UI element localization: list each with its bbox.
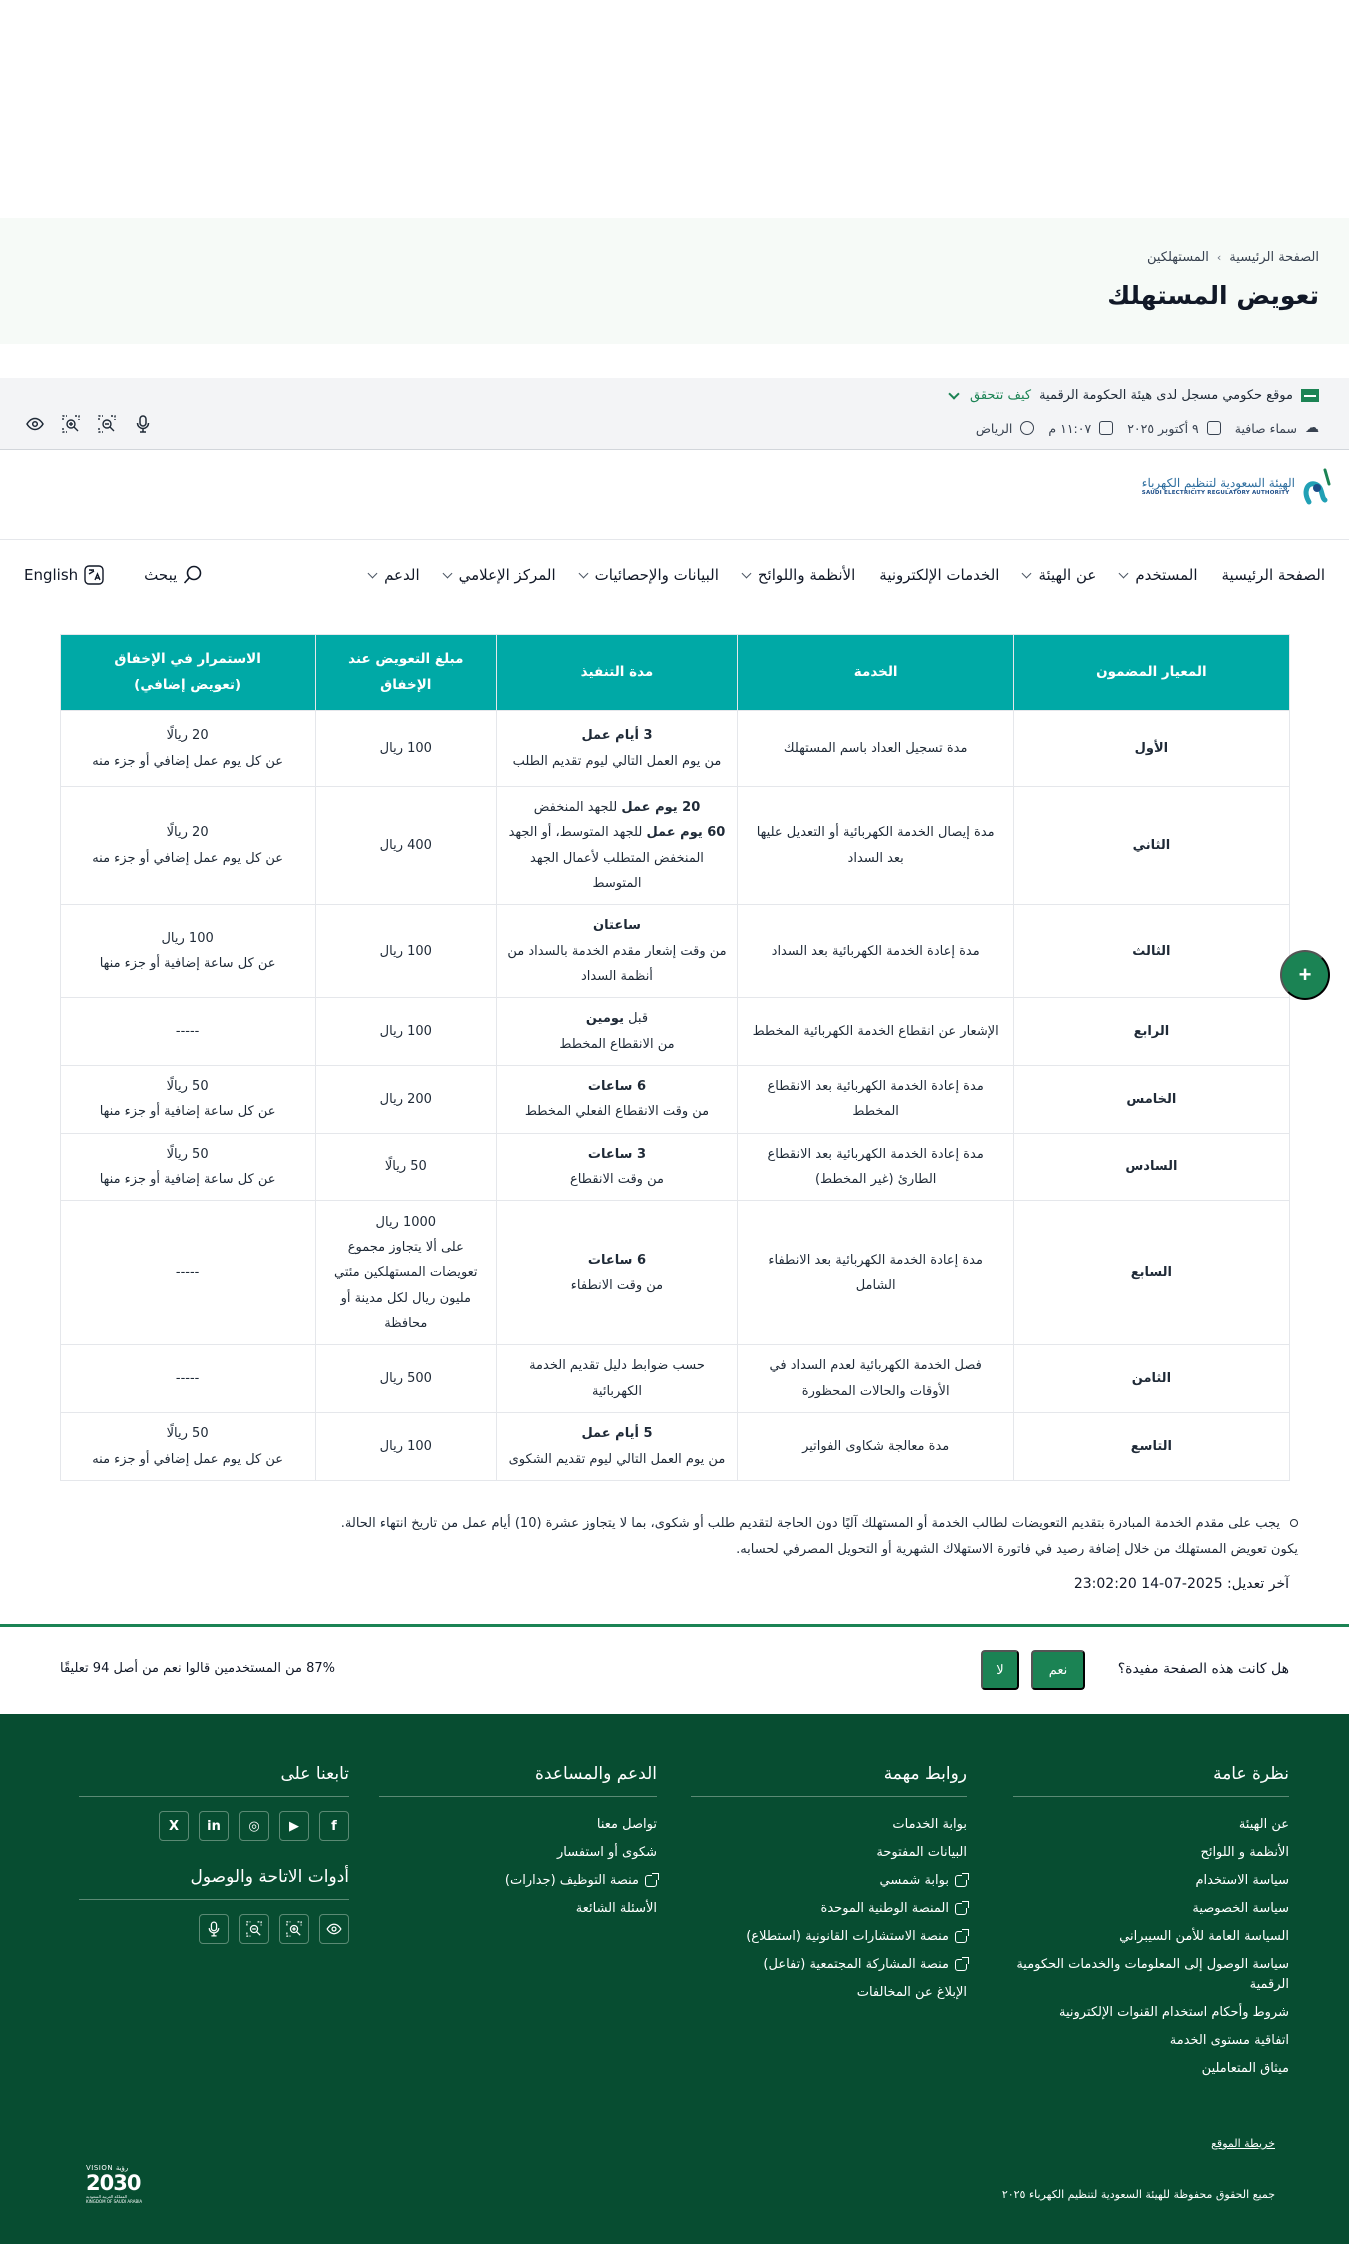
footer-link[interactable]: عن الهيئة <box>1238 1817 1289 1832</box>
cell-extra: 50 ريالًا عن كل ساعة إضافية أو جزء منها <box>60 1066 315 1134</box>
table-row <box>60 1133 1289 1201</box>
cell-extra: ----- <box>60 1201 315 1345</box>
compensation-table <box>60 634 1290 1481</box>
footer-accessibility-title: أدوات الاتاحة والوصول <box>79 1867 349 1900</box>
footer-link[interactable]: البيانات المفتوحة <box>876 1845 967 1860</box>
cell-criterion: الخامس <box>1014 1066 1289 1134</box>
search-icon <box>183 565 203 585</box>
cell-extra: 50 ريالًا عن كل يوم عمل إضافي أو جزء منه <box>60 1413 315 1481</box>
cell-extra: 20 ريالًا عن كل يوم عمل إضافي أو جزء منه <box>60 711 315 787</box>
sitemap-link[interactable]: خريطة الموقع <box>1211 2137 1275 2150</box>
footer-link[interactable]: سياسة الوصول إلى المعلومات والخدمات الحكومية الرقمية <box>1016 1957 1289 1992</box>
sera-logo[interactable] <box>1142 466 1335 506</box>
footer-support <box>379 1764 657 1923</box>
eye-icon[interactable] <box>26 415 44 433</box>
nav-item-home[interactable]: الصفحة الرئيسية <box>1221 566 1325 584</box>
cell-amount: 500 ريال <box>315 1345 496 1413</box>
cell-duration: 5 أيام عمل من يوم العمل التالي ليوم تقديم الشكوى <box>496 1413 737 1481</box>
zoom-in-icon[interactable] <box>279 1914 309 1944</box>
microphone-icon[interactable] <box>134 415 152 433</box>
nav-item-support[interactable]: الدعم <box>369 566 420 584</box>
footer-link[interactable]: منصة التوظيف (جدارات) <box>379 1867 657 1895</box>
footer-follow <box>79 1764 349 1970</box>
zoom-out-icon[interactable] <box>239 1914 269 1944</box>
cell-criterion: السادس <box>1014 1133 1289 1201</box>
footer-link[interactable]: منصة الاستشارات القانونية (استطلاع) <box>691 1923 967 1951</box>
cell-amount: 200 ريال <box>315 1066 496 1134</box>
breadcrumb <box>30 250 1319 265</box>
cell-amount: 100 ريال <box>315 711 496 787</box>
cell-amount: 100 ريال <box>315 905 496 998</box>
cell-service: الإشعار عن انقطاع الخدمة الكهربائية المخطط <box>738 998 1014 1066</box>
external-link-icon <box>955 1959 967 1971</box>
chevron-down-icon <box>1022 568 1032 578</box>
copyright-text: جميع الحقوق محفوظة للهيئة السعودية لتنظيم الكهرباء ٢٠٢٥ <box>1001 2188 1275 2201</box>
accessibility-toolbar <box>26 415 152 433</box>
date-text: ٩ أكتوبر ٢٠٢٥ <box>1127 420 1199 436</box>
cell-amount: 50 ريالًا <box>315 1133 496 1201</box>
facebook-icon[interactable]: f <box>319 1811 349 1841</box>
breadcrumb-current[interactable]: المستهلكين <box>1146 250 1209 265</box>
footer-link[interactable]: ميثاق المتعاملين <box>1201 2061 1289 2076</box>
cell-duration: 6 ساعات من وقت الانقطاع الفعلي المخطط <box>496 1066 737 1134</box>
chevron-down-icon <box>368 568 378 578</box>
notes-section <box>50 1511 1299 1563</box>
table-row <box>60 711 1289 787</box>
x-icon[interactable]: X <box>159 1811 189 1841</box>
sera-logo-mark-icon <box>1301 466 1335 506</box>
cell-duration: ساعتان من وقت إشعار مقدم الخدمة بالسداد من أنظمة السداد <box>496 905 737 998</box>
cell-extra: 50 ريالًا عن كل ساعة إضافية أو جزء منها <box>60 1133 315 1201</box>
cell-criterion: الرابع <box>1014 998 1289 1066</box>
translate-icon <box>84 565 104 585</box>
cell-duration: 6 ساعات من وقت الانطفاء <box>496 1201 737 1345</box>
gov-registered-text: موقع حكومي مسجل لدى هيئة الحكومة الرقمية <box>1039 388 1293 403</box>
nav-item-e-services[interactable]: الخدمات الإلكترونية <box>879 566 1000 584</box>
gov-registration <box>950 388 1319 403</box>
cell-extra: ----- <box>60 998 315 1066</box>
footer-overview <box>1013 1764 1289 2083</box>
social-links <box>79 1811 349 1841</box>
zoom-out-icon[interactable] <box>98 415 116 433</box>
nav-item-user[interactable]: المستخدم <box>1120 566 1197 584</box>
cell-service: فصل الخدمة الكهربائية لعدم السداد في الأوقات والحالات المحظورة <box>738 1345 1014 1413</box>
cell-extra: 20 ريالًا عن كل يوم عمل إضافي أو جزء منه <box>60 787 315 905</box>
verify-link-label: كيف تتحقق <box>970 388 1032 403</box>
external-link-icon <box>645 1875 657 1887</box>
nav-item-data-statistics[interactable]: البيانات والإحصائيات <box>580 566 719 584</box>
clock-icon <box>1099 421 1113 435</box>
cell-amount: 100 ريال <box>315 1413 496 1481</box>
language-label: English <box>24 566 79 584</box>
feedback-stats: 87% من المستخدمين قالوا نعم من أصل 94 تعليقًا <box>60 1661 336 1676</box>
page-hero <box>0 218 1349 344</box>
main-nav <box>0 540 1349 610</box>
external-link-icon <box>955 1875 967 1887</box>
instagram-icon[interactable]: ◎ <box>239 1811 269 1841</box>
footer-link[interactable]: اتفاقية مستوى الخدمة <box>1169 2033 1289 2048</box>
cell-criterion: الأول <box>1014 711 1289 787</box>
cell-duration: 3 أيام عمل من يوم العمل التالي ليوم تقديم الطلب <box>496 711 737 787</box>
weather-icon: ☁ <box>1305 420 1319 436</box>
cell-service: مدة إيصال الخدمة الكهربائية أو التعديل عليها بعد السداد <box>738 787 1014 905</box>
note-text: يكون تعويض المستهلك من خلال إضافة رصيد في فاتورة الاستهلاك الشهرية أو التحويل المصرفي لحسابه. <box>736 1541 1298 1557</box>
cell-duration: 20 يوم عمل للجهد المنخفض 60 يوم عمل للجهد المتوسط، أو الجهد المنخفض المتطلب لأعمال الجهد المتوسط <box>496 787 737 905</box>
nav-tools <box>24 565 203 585</box>
cell-duration: حسب ضوابط دليل تقديم الخدمة الكهربائية <box>496 1345 737 1413</box>
breadcrumb-separator: › <box>1216 251 1222 264</box>
footer-links-title: روابط مهمة <box>691 1764 967 1797</box>
table-row <box>60 1413 1289 1481</box>
verify-link[interactable] <box>950 388 1031 403</box>
cell-extra: 100 ريال عن كل ساعة إضافية أو جزء منها <box>60 905 315 998</box>
footer-link[interactable]: تواصل معنا <box>596 1817 657 1832</box>
header-criterion: المعيار المضمون <box>1014 635 1289 711</box>
breadcrumb-home[interactable]: الصفحة الرئيسية <box>1229 250 1319 265</box>
site-footer <box>0 1714 1349 2244</box>
nav-item-media-center[interactable]: المركز الإعلامي <box>444 566 556 584</box>
cell-criterion: الثامن <box>1014 1345 1289 1413</box>
cell-service: مدة إعادة الخدمة الكهربائية بعد الانقطاع الطارئ (غير المخطط) <box>738 1133 1014 1201</box>
cell-criterion: السابع <box>1014 1201 1289 1345</box>
calendar-icon <box>1207 421 1221 435</box>
footer-link[interactable]: منصة المشاركة المجتمعية (تفاعل) <box>691 1951 967 1979</box>
cell-service: مدة إعادة الخدمة الكهربائية بعد السداد <box>738 905 1014 998</box>
footer-link[interactable]: بوابة الخدمات <box>892 1817 967 1832</box>
table-row <box>60 1201 1289 1345</box>
note-text: يجب على مقدم الخدمة المبادرة بتقديم التعويضات لطالب الخدمة أو المستهلك آليًا دون الحاجة لتقديم طلب أو شكوى، بما لا يتجاوز عشرة (10) أيام عمل من تاريخ انتهاء الحالة. <box>341 1511 1298 1537</box>
vision-2030-logo: VISION رؤية 2030 المملكة العربية السعودية KINGDOM OF SAUDI ARABIA <box>86 2164 143 2204</box>
chevron-down-icon <box>741 568 751 578</box>
footer-link[interactable]: شكوى أو استفسار <box>557 1845 657 1860</box>
table-row <box>60 1066 1289 1134</box>
footer-link[interactable]: الأسئلة الشائعة <box>575 1901 657 1916</box>
footer-important-links <box>691 1764 967 2007</box>
footer-link[interactable]: السياسة العامة للأمن السيبراني <box>1119 1929 1289 1944</box>
table-row <box>60 905 1289 998</box>
footer-link[interactable]: المنصة الوطنية الموحدة <box>691 1895 967 1923</box>
gov-info-row <box>976 420 1319 436</box>
microphone-icon[interactable] <box>199 1914 229 1944</box>
note-item <box>50 1511 1298 1537</box>
page-title: تعويض المستهلك <box>1107 281 1319 310</box>
table-row <box>60 1345 1289 1413</box>
table-header-row <box>60 635 1289 711</box>
cell-criterion: الثاني <box>1014 787 1289 905</box>
footer-support-title: الدعم والمساعدة <box>379 1764 657 1797</box>
search-label: يبحث <box>144 566 178 584</box>
search-button[interactable] <box>144 565 203 585</box>
cell-amount: 400 ريال <box>315 787 496 905</box>
main-content <box>0 610 1349 1563</box>
logo-bar <box>0 450 1349 540</box>
footer-link[interactable]: شروط وأحكام استخدام القنوات الإلكترونية <box>1058 2005 1289 2020</box>
eye-icon[interactable] <box>319 1914 349 1944</box>
nav-items <box>369 566 1325 584</box>
cell-service: مدة معالجة شكاوى الفواتير <box>738 1413 1014 1481</box>
footer-overview-title: نظرة عامة <box>1013 1764 1289 1797</box>
cell-duration: قبل يومين من الانقطاع المخطط <box>496 998 737 1066</box>
footer-follow-title: تابعنا على <box>79 1764 349 1797</box>
time-text: ١١:٠٧ م <box>1048 420 1092 436</box>
footer-accessibility-tools <box>79 1914 349 1944</box>
chevron-down-icon <box>442 568 452 578</box>
external-link-icon <box>955 1903 967 1915</box>
external-link-icon <box>955 1931 967 1943</box>
chevron-down-icon <box>948 388 959 399</box>
location-icon <box>1020 421 1034 435</box>
chevron-down-icon <box>578 568 588 578</box>
saudi-flag-icon <box>1301 389 1319 402</box>
youtube-icon[interactable]: ▶ <box>279 1811 309 1841</box>
header-amount: مبلغ التعويض عند الإخفاق <box>315 635 496 711</box>
feedback-question: هل كانت هذه الصفحة مفيدة؟ <box>1117 1661 1289 1677</box>
last-updated: آخر تعديل: 2025-07-14 23:02:20 <box>1073 1576 1289 1592</box>
cell-amount: 1000 ريال على ألا يتجاوز مجموع تعويضات المستهلكين مئتي مليون ريال لكل مدينة أو محافظة <box>315 1201 496 1345</box>
header-extra: الاستمرار في الإخفاق (تعويض إضافي) <box>60 635 315 711</box>
cell-amount: 100 ريال <box>315 998 496 1066</box>
cell-criterion: الثالث <box>1014 905 1289 998</box>
gov-bar <box>0 378 1349 450</box>
feedback-bar <box>0 1650 1349 1692</box>
logo-arabic-text: الهيئة السعودية لتنظيم الكهرباء <box>1141 476 1295 490</box>
header-duration: مدة التنفيذ <box>496 635 737 711</box>
table-row <box>60 787 1289 905</box>
zoom-in-icon[interactable] <box>62 415 80 433</box>
footer-link[interactable]: الأنظمة و اللوائح <box>1200 1845 1289 1860</box>
footer-link[interactable]: سياسة الخصوصية <box>1192 1901 1289 1916</box>
logo-english-text: SAUDI ELECTRICITY REGULATORY AUTHORITY <box>1141 490 1290 496</box>
cell-criterion: التاسع <box>1014 1413 1289 1481</box>
cell-extra: ----- <box>60 1345 315 1413</box>
cell-service: مدة إعادة الخدمة الكهربائية بعد الانقطاع المخطط <box>738 1066 1014 1134</box>
footer-link[interactable]: الإبلاغ عن المخالفات <box>856 1985 967 2000</box>
language-switch[interactable] <box>24 565 104 585</box>
table-row <box>60 998 1289 1066</box>
weather-text: سماء صافية <box>1234 420 1297 436</box>
header-service: الخدمة <box>738 635 1014 711</box>
top-blank-area <box>0 0 1349 218</box>
cell-duration: 3 ساعات من وقت الانقطاع <box>496 1133 737 1201</box>
nav-item-about[interactable]: عن الهيئة <box>1023 566 1096 584</box>
location-text: الرياض <box>975 420 1013 436</box>
chevron-down-icon <box>1119 568 1129 578</box>
linkedin-icon[interactable]: in <box>199 1811 229 1841</box>
cell-service: مدة إعادة الخدمة الكهربائية بعد الانطفاء الشامل <box>738 1201 1014 1345</box>
floating-plus-button[interactable]: + <box>1280 950 1330 1000</box>
feedback-yes-button[interactable]: نعم <box>1031 1650 1085 1690</box>
nav-item-regulations[interactable]: الأنظمة واللوائح <box>743 566 855 584</box>
feedback-no-button[interactable]: لا <box>981 1650 1019 1690</box>
footer-link[interactable]: بوابة شمسي <box>691 1867 967 1895</box>
circle-bullet-icon <box>1290 1519 1298 1527</box>
section-divider <box>0 1624 1349 1627</box>
cell-service: مدة تسجيل العداد باسم المستهلك <box>738 711 1014 787</box>
footer-link[interactable]: سياسة الاستخدام <box>1195 1873 1289 1888</box>
